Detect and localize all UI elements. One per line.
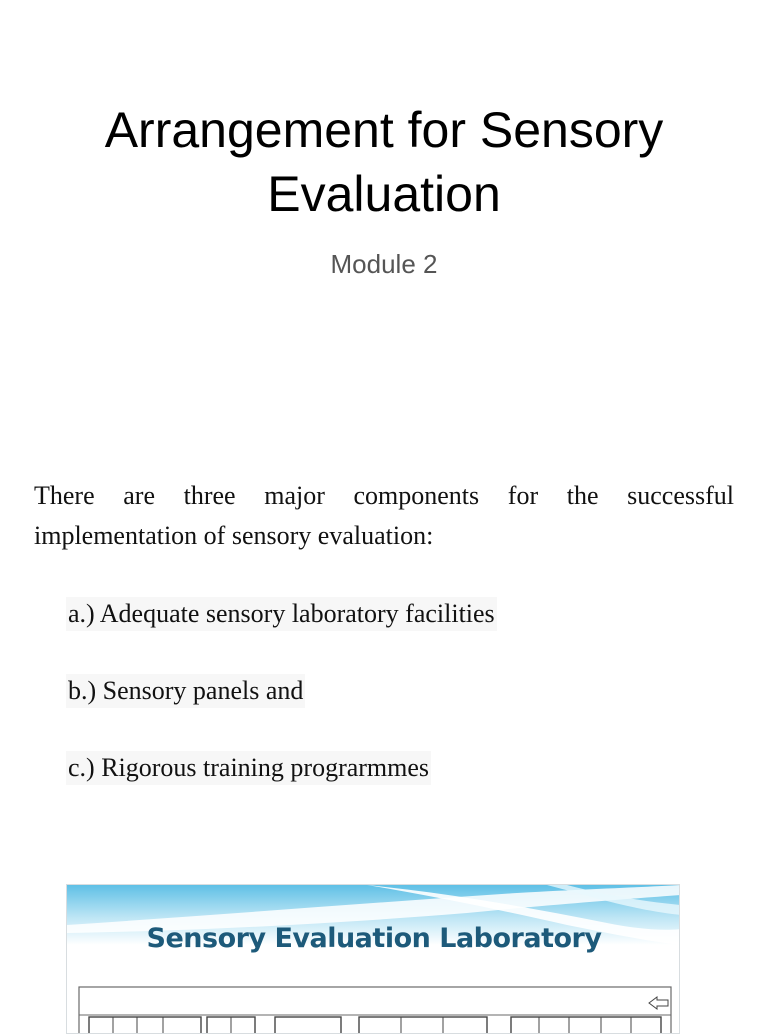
intro-paragraph: There are three major components for the successful implementation of sensory evaluation: xyxy=(34,481,734,550)
component-item-panels: b.) Sensory panels and xyxy=(66,674,305,708)
embedded-slide-image xyxy=(66,884,680,1034)
page-title: Arrangement for Sensory Evaluation xyxy=(104,102,664,222)
slide-heading: Sensory Evaluation Laboratory xyxy=(146,923,602,954)
component-item-facilities: a.) Adequate sensory laboratory facilities xyxy=(66,597,497,631)
component-item-training: c.) Rigorous training prograrmmes xyxy=(66,751,431,785)
page-subtitle: Module 2 xyxy=(330,249,438,279)
slide-background xyxy=(67,885,680,1034)
